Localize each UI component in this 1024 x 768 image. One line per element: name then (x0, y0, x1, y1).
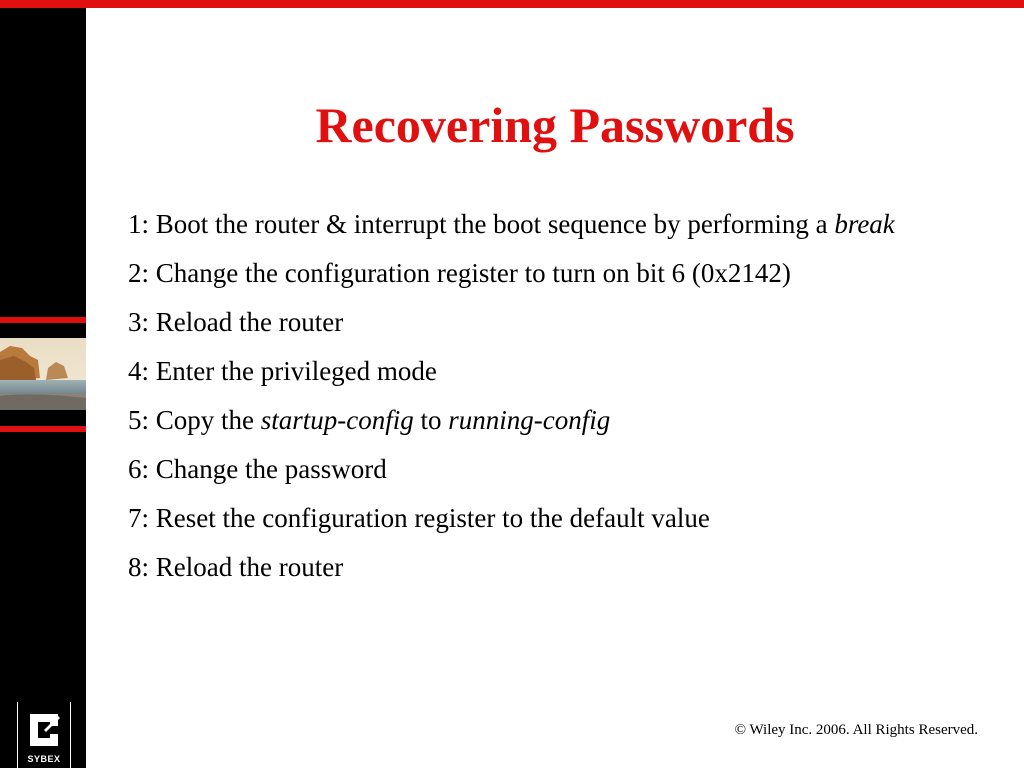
step-1-emphasis: break (834, 209, 895, 239)
sybex-logo-text: SYBEX (27, 754, 61, 764)
step-5-emphasis-startup: startup-config (260, 405, 414, 435)
coastal-cliffs-photo (0, 338, 86, 410)
step-5-text: 5: Copy the (128, 405, 254, 435)
sybex-logo (17, 702, 71, 768)
recovery-steps-list (128, 204, 958, 596)
step-5-mid: to (420, 405, 442, 435)
step-1-text: 1: Boot the router & interrupt the boot sequence by performing a (128, 209, 828, 239)
sidebar-red-stripe (0, 317, 86, 323)
step-4: 4: Enter the privileged mode (128, 356, 437, 386)
copyright-footer: © Wiley Inc. 2006. All Rights Reserved. (734, 722, 978, 738)
sybex-mark-icon (26, 712, 62, 748)
step-6: 6: Change the password (128, 454, 387, 484)
step-7: 7: Reset the configuration register to the default value (128, 503, 710, 533)
step-8: 8: Reload the router (128, 552, 344, 582)
step-1 (128, 204, 958, 245)
step-2: 2: Change the configuration register to turn on bit 6 (0x2142) (128, 258, 791, 288)
step-5 (128, 400, 958, 441)
sidebar-red-stripe (0, 426, 86, 432)
top-accent-bar (0, 0, 1024, 8)
step-5-emphasis-running: running-config (448, 405, 611, 435)
slide-title: Recovering Passwords (315, 97, 795, 153)
left-sidebar (0, 8, 86, 768)
step-3: 3: Reload the router (128, 307, 344, 337)
